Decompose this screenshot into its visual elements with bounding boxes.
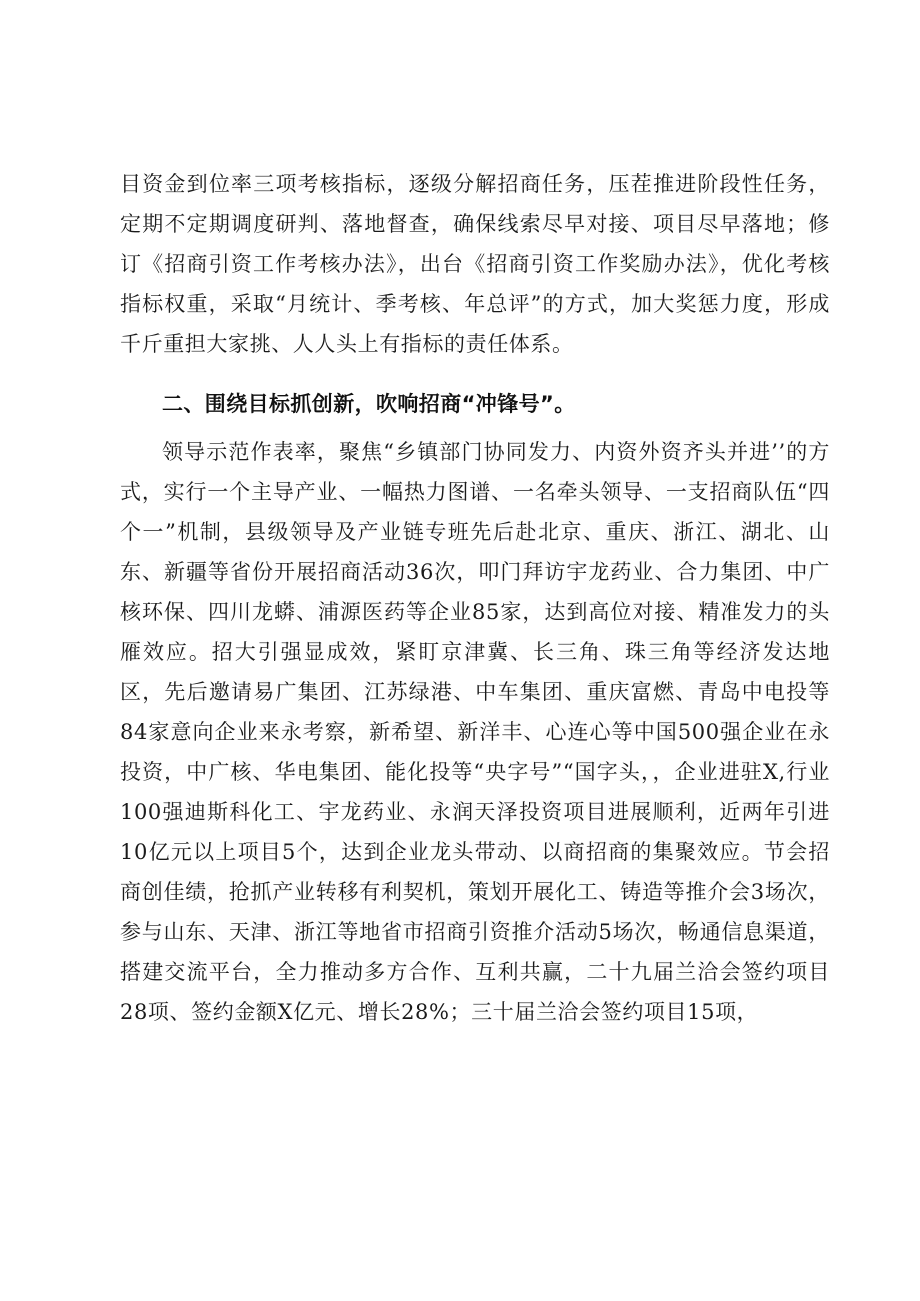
paragraph-body: 领导示范作表率，聚焦“乡镇部门协同发力、内资外资齐头并进’’的方式，实行一个主导产业、一幅热力图谱、一名牵头领导、一支招商队伍“四个一”机制，县级领导及产业链专班先后赴北京、重庆、浙江、湖北、山东、新疆等省份开展招商活动36次，叩门拜访宇龙药业、合力集团、中广核环保、四川龙蟒、浦源医药等企业85家，达到高位对接、精准发力的头雁效应。招大引强显成效，紧盯京津冀、长三角、珠三角等经济发达地区，先后邀请易广集团、江苏绿港、中车集团、重庆富燃、青岛中电投等84家意向企业来永考察，新希望、新洋丰、心连心等中国500强企业在永投资，中广核、华电集团、能化投等“央字号”“国字头，，企业进驻X,行业100强迪斯科化工、宇龙药业、永润天泽投资项目进展顺利，近两年引进10亿元以上项目5个，达到企业龙头带动、以商招商的集聚效应。节会招商创佳绩，抢抓产业转移有利契机，策划开展化工、铸造等推介会3场次，参与山东、天津、浙江等地省市招商引资推介活动5场次，畅通信息渠道，搭建交流平台，全力推动多方合作、互利共赢，二十九届兰洽会签约项目28项、签约金额X亿元、增长28%；三十届兰洽会签约项目15项， bbox=[120, 440, 830, 1024]
paragraph-continued: 目资金到位率三项考核指标，逐级分解招商任务，压茬推进阶段性任务，定期不定期调度研判、落地督查，确保线索尽早对接、项目尽早落地；修订《招商引资工作考核办法》，出台《招商引资工作奖励办法》，优化考核指标权重，采取“月统计、季考核、年总评”的方式，加大奖惩力度，形成千斤重担大家挑、人人头上有指标的责任体系。 bbox=[120, 172, 830, 356]
section-heading: 二、围绕目标抓创新，吹响招商“冲锋号”。 bbox=[162, 392, 576, 416]
